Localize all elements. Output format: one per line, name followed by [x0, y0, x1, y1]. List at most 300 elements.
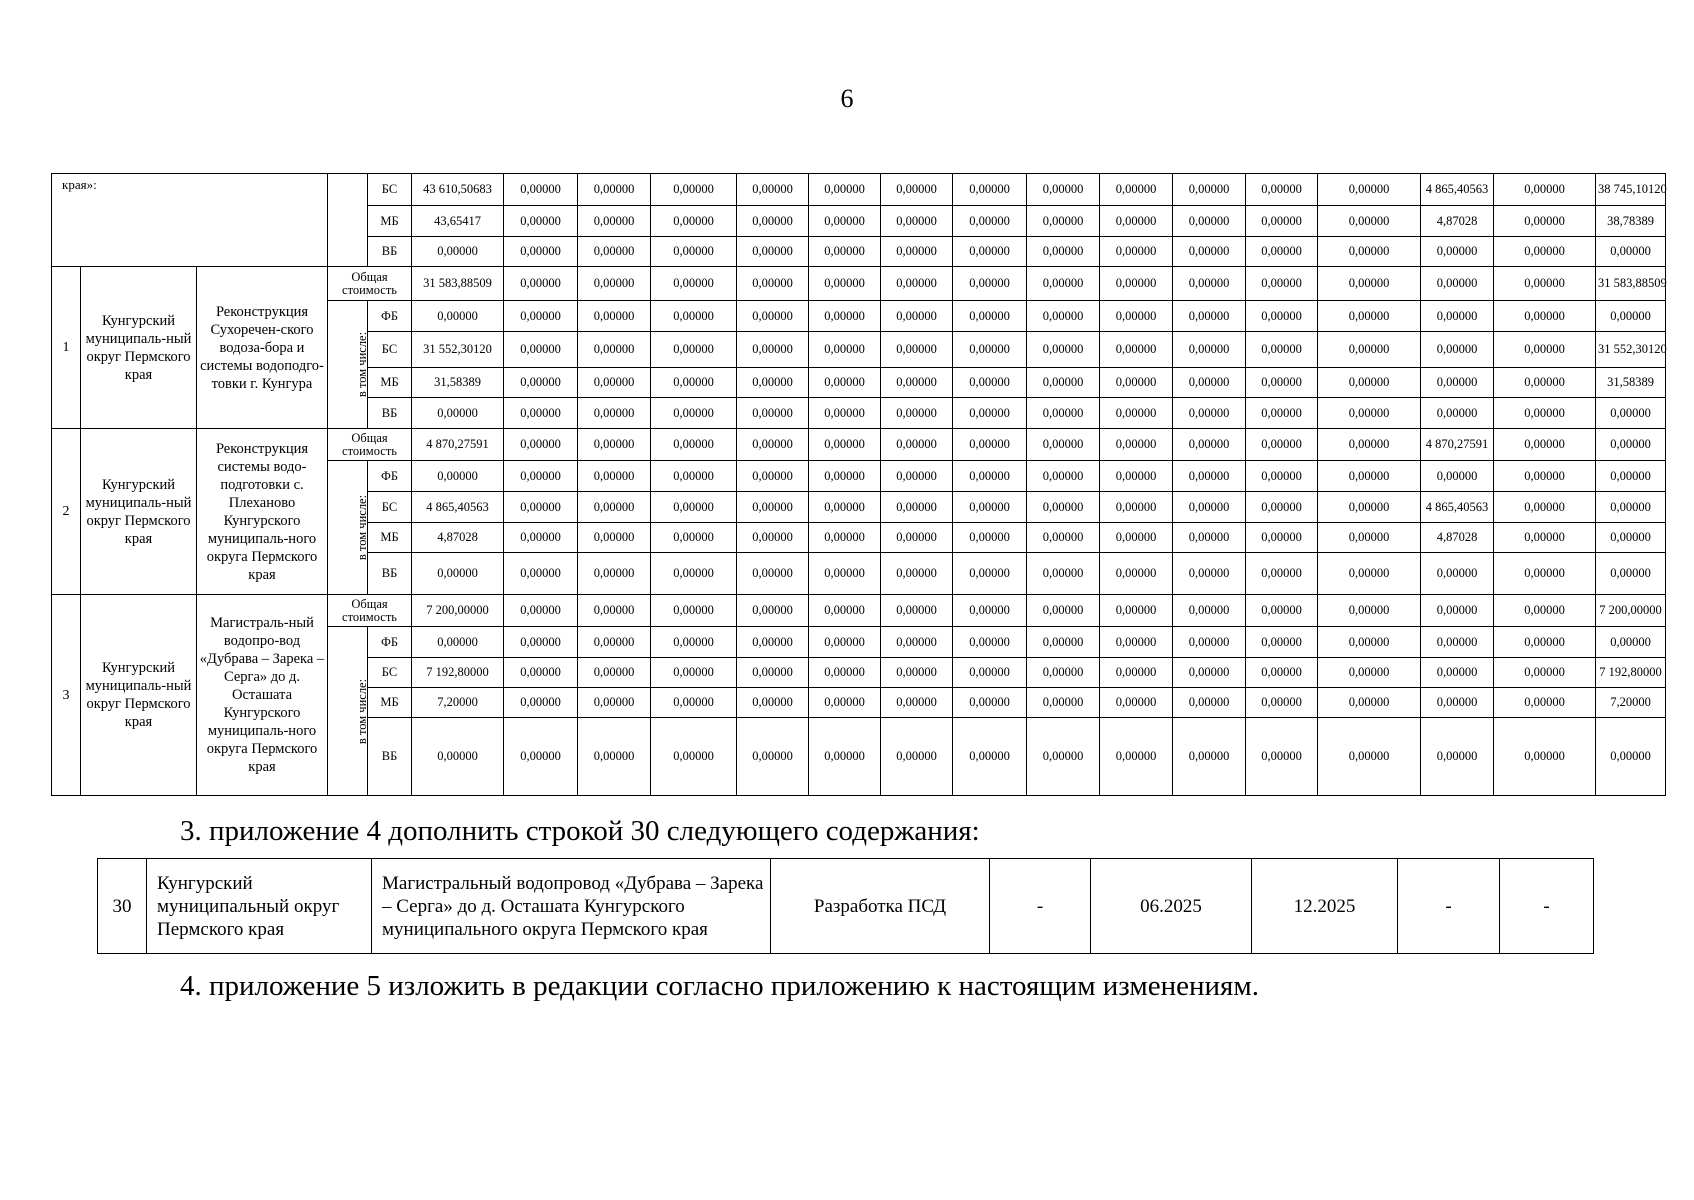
amount-cell: 0,00000 — [578, 595, 651, 627]
amount-cell: 0,00000 — [1027, 523, 1100, 553]
amount-cell: 7 192,80000 — [1596, 658, 1666, 688]
amount-cell: 0,00000 — [953, 237, 1027, 267]
amount-cell: 0,00000 — [651, 658, 737, 688]
amount-cell: 0,00000 — [651, 429, 737, 461]
amount-cell: 0,00000 — [1596, 461, 1666, 492]
amount-cell: 0,00000 — [1027, 688, 1100, 718]
amount-cell: 0,00000 — [1318, 461, 1421, 492]
amount-cell: 31,58389 — [412, 368, 504, 398]
amount-cell: 38 745,10120 — [1596, 174, 1666, 206]
amount-cell: 4 870,27591 — [412, 429, 504, 461]
dash-cell: - — [1398, 859, 1500, 954]
amount-cell: 4,87028 — [1421, 523, 1494, 553]
funding-source: ВБ — [368, 553, 412, 595]
amount-cell: 0,00000 — [504, 595, 578, 627]
amount-cell: 0,00000 — [1027, 398, 1100, 429]
amount-cell: 0,00000 — [1421, 688, 1494, 718]
amount-cell: 4 865,40563 — [412, 492, 504, 523]
amount-cell: 0,00000 — [1173, 658, 1246, 688]
funding-source: БС — [368, 492, 412, 523]
amount-cell: 0,00000 — [578, 461, 651, 492]
amount-cell: 31 583,88509 — [1596, 267, 1666, 301]
amount-cell: 0,00000 — [412, 398, 504, 429]
table-row — [98, 859, 1594, 954]
amount-cell: 0,00000 — [1100, 301, 1173, 332]
amount-cell: 0,00000 — [1494, 267, 1596, 301]
amount-cell: 0,00000 — [881, 174, 953, 206]
project-name-cell: Реконструкция Сухоречен-ского водоза-бора и системы водоподго-товки г. Кунгура — [197, 267, 328, 429]
amount-cell: 0,00000 — [737, 553, 809, 595]
amount-cell: 0,00000 — [1318, 237, 1421, 267]
amount-cell: 0,00000 — [809, 688, 881, 718]
amount-cell: 0,00000 — [504, 523, 578, 553]
amount-cell: 0,00000 — [1027, 174, 1100, 206]
amount-cell: 0,00000 — [737, 237, 809, 267]
amount-cell: 0,00000 — [1494, 368, 1596, 398]
amount-cell: 0,00000 — [809, 429, 881, 461]
amount-cell: 0,00000 — [881, 429, 953, 461]
amount-cell: 0,00000 — [881, 368, 953, 398]
amount-cell: 0,00000 — [1173, 429, 1246, 461]
including-label: в том числе: — [355, 494, 370, 561]
amount-cell: 0,00000 — [1100, 267, 1173, 301]
amount-cell: 0,00000 — [1494, 688, 1596, 718]
amount-cell: 0,00000 — [881, 627, 953, 658]
amount-cell: 0,00000 — [1421, 398, 1494, 429]
amount-cell: 0,00000 — [1100, 461, 1173, 492]
amount-cell: 0,00000 — [1173, 718, 1246, 796]
amount-cell: 0,00000 — [881, 206, 953, 237]
amount-cell: 0,00000 — [1027, 301, 1100, 332]
amount-cell: 0,00000 — [809, 658, 881, 688]
funding-source: БС — [368, 332, 412, 368]
amount-cell: 0,00000 — [412, 301, 504, 332]
amount-cell: 0,00000 — [1173, 174, 1246, 206]
amount-cell: 0,00000 — [1173, 301, 1246, 332]
amount-cell: 0,00000 — [1494, 206, 1596, 237]
amount-cell: 0,00000 — [881, 595, 953, 627]
amount-cell: 0,00000 — [1173, 368, 1246, 398]
amount-cell: 0,00000 — [1318, 595, 1421, 627]
amount-cell: 0,00000 — [1596, 627, 1666, 658]
amount-cell: 0,00000 — [737, 492, 809, 523]
funding-source: ВБ — [368, 718, 412, 796]
amount-cell: 0,00000 — [809, 368, 881, 398]
amount-cell: 0,00000 — [504, 429, 578, 461]
amount-cell: 0,00000 — [809, 206, 881, 237]
amount-cell: 0,00000 — [953, 398, 1027, 429]
amount-cell: 0,00000 — [504, 718, 578, 796]
amount-cell: 0,00000 — [881, 301, 953, 332]
amount-cell: 0,00000 — [651, 461, 737, 492]
amount-cell: 0,00000 — [809, 461, 881, 492]
amount-cell: 0,00000 — [1100, 429, 1173, 461]
amount-cell: 0,00000 — [737, 688, 809, 718]
amount-cell: 0,00000 — [1027, 461, 1100, 492]
table-row — [52, 174, 1666, 206]
amount-cell: 0,00000 — [651, 301, 737, 332]
funding-source: МБ — [368, 206, 412, 237]
amount-cell: 0,00000 — [1246, 688, 1318, 718]
amount-cell: 0,00000 — [578, 658, 651, 688]
amount-cell: 0,00000 — [504, 174, 578, 206]
amount-cell: 0,00000 — [578, 523, 651, 553]
amount-cell: 0,00000 — [651, 553, 737, 595]
amount-cell: 31 583,88509 — [412, 267, 504, 301]
amount-cell: 0,00000 — [1173, 688, 1246, 718]
amount-cell: 0,00000 — [1173, 461, 1246, 492]
amount-cell: 0,00000 — [504, 553, 578, 595]
funding-source: БС — [368, 658, 412, 688]
amount-cell: 0,00000 — [737, 461, 809, 492]
amount-cell: 0,00000 — [1100, 688, 1173, 718]
amount-cell: 0,00000 — [1494, 523, 1596, 553]
amount-cell: 0,00000 — [737, 368, 809, 398]
including-label-cell — [328, 627, 368, 796]
amount-cell: 4 870,27591 — [1421, 429, 1494, 461]
amount-cell: 0,00000 — [1318, 398, 1421, 429]
total-cost-label: Общая стоимость — [328, 429, 412, 461]
amount-cell: 0,00000 — [651, 627, 737, 658]
amount-cell: 0,00000 — [1318, 523, 1421, 553]
amount-cell: 38,78389 — [1596, 206, 1666, 237]
amount-cell: 0,00000 — [1596, 523, 1666, 553]
amount-cell: 0,00000 — [651, 332, 737, 368]
amount-cell: 0,00000 — [1421, 658, 1494, 688]
amount-cell: 31 552,30120 — [412, 332, 504, 368]
amount-cell: 0,00000 — [881, 461, 953, 492]
amount-cell: 0,00000 — [953, 174, 1027, 206]
amount-cell: 0,00000 — [1318, 174, 1421, 206]
amount-cell: 0,00000 — [737, 595, 809, 627]
amount-cell: 0,00000 — [737, 332, 809, 368]
amount-cell: 0,00000 — [1494, 553, 1596, 595]
amount-cell: 4 865,40563 — [1421, 492, 1494, 523]
amount-cell: 0,00000 — [578, 429, 651, 461]
amount-cell: 7 200,00000 — [1596, 595, 1666, 627]
amount-cell: 0,00000 — [412, 461, 504, 492]
financing-table — [51, 173, 1666, 796]
amount-cell: 7,20000 — [412, 688, 504, 718]
amount-cell: 0,00000 — [1027, 267, 1100, 301]
amount-cell: 0,00000 — [1246, 523, 1318, 553]
amount-cell: 0,00000 — [504, 267, 578, 301]
total-cost-label: Общая стоимость — [328, 595, 412, 627]
amount-cell: 0,00000 — [809, 174, 881, 206]
amount-cell: 0,00000 — [809, 301, 881, 332]
amount-cell: 0,00000 — [737, 429, 809, 461]
amount-cell: 0,00000 — [953, 206, 1027, 237]
amount-cell: 0,00000 — [1318, 492, 1421, 523]
amount-cell: 0,00000 — [1027, 553, 1100, 595]
amount-cell: 0,00000 — [1246, 174, 1318, 206]
amount-cell: 0,00000 — [578, 718, 651, 796]
amount-cell: 0,00000 — [1421, 595, 1494, 627]
amount-cell: 4,87028 — [1421, 206, 1494, 237]
amount-cell: 0,00000 — [953, 301, 1027, 332]
municipality-cell: Кунгурский муниципаль-ный округ Пермского края — [81, 267, 197, 429]
amount-cell: 31 552,30120 — [1596, 332, 1666, 368]
dash-cell: - — [1500, 859, 1594, 954]
amount-cell: 31,58389 — [1596, 368, 1666, 398]
amount-cell: 0,00000 — [578, 368, 651, 398]
amount-cell: 0,00000 — [1027, 718, 1100, 796]
amount-cell: 0,00000 — [1246, 237, 1318, 267]
amount-cell: 0,00000 — [1421, 461, 1494, 492]
amount-cell: 0,00000 — [737, 718, 809, 796]
amount-cell: 0,00000 — [737, 267, 809, 301]
amount-cell: 0,00000 — [1421, 718, 1494, 796]
amount-cell: 0,00000 — [1494, 492, 1596, 523]
amount-cell: 0,00000 — [953, 267, 1027, 301]
amount-cell: 0,00000 — [578, 688, 651, 718]
amount-cell: 0,00000 — [881, 237, 953, 267]
municipality-cell: Кунгурский муниципаль-ный округ Пермского края — [81, 595, 197, 796]
amount-cell: 0,00000 — [1494, 627, 1596, 658]
amount-cell: 0,00000 — [881, 553, 953, 595]
amount-cell: 0,00000 — [881, 267, 953, 301]
amount-cell: 0,00000 — [953, 718, 1027, 796]
including-label: в том числе: — [355, 678, 370, 744]
amount-cell: 0,00000 — [1421, 627, 1494, 658]
amount-cell: 0,00000 — [1494, 237, 1596, 267]
amount-cell: 0,00000 — [578, 267, 651, 301]
amount-cell: 0,00000 — [953, 368, 1027, 398]
funding-source: МБ — [368, 688, 412, 718]
amount-cell: 0,00000 — [809, 595, 881, 627]
amount-cell: 0,00000 — [809, 553, 881, 595]
including-label-cell — [328, 301, 368, 429]
amount-cell: 0,00000 — [651, 688, 737, 718]
amount-cell: 0,00000 — [1318, 627, 1421, 658]
municipality-cell: Кунгурский муниципаль-ный округ Пермского края — [81, 429, 197, 595]
amount-cell: 0,00000 — [953, 461, 1027, 492]
amount-cell: 0,00000 — [1318, 688, 1421, 718]
amount-cell: 0,00000 — [1173, 523, 1246, 553]
funding-source: ВБ — [368, 398, 412, 429]
project-name-cell: Реконструкция системы водо-подготовки с. Плеханово Кунгурского муниципаль-ного округа Пермского края — [197, 429, 328, 595]
amount-cell: 0,00000 — [881, 332, 953, 368]
amount-cell: 0,00000 — [1596, 718, 1666, 796]
amount-cell: 0,00000 — [953, 492, 1027, 523]
amount-cell: 0,00000 — [651, 398, 737, 429]
amount-cell: 0,00000 — [1596, 237, 1666, 267]
amount-cell: 0,00000 — [1027, 332, 1100, 368]
amount-cell: 0,00000 — [1494, 718, 1596, 796]
amount-cell: 0,00000 — [504, 206, 578, 237]
amount-cell: 0,00000 — [1027, 658, 1100, 688]
dash-cell: - — [990, 859, 1091, 954]
amount-cell: 0,00000 — [809, 398, 881, 429]
amount-cell: 0,00000 — [578, 398, 651, 429]
amount-cell: 0,00000 — [1494, 595, 1596, 627]
amount-cell: 0,00000 — [737, 174, 809, 206]
amount-cell: 0,00000 — [1100, 398, 1173, 429]
amount-cell: 0,00000 — [737, 523, 809, 553]
amount-cell: 0,00000 — [1027, 237, 1100, 267]
including-label-cell — [328, 461, 368, 595]
amount-cell: 4 865,40563 — [1421, 174, 1494, 206]
amount-cell: 0,00000 — [1246, 461, 1318, 492]
amount-cell: 0,00000 — [881, 718, 953, 796]
amount-cell: 0,00000 — [1100, 658, 1173, 688]
amount-cell: 0,00000 — [809, 267, 881, 301]
amount-cell: 0,00000 — [1100, 492, 1173, 523]
amount-cell: 0,00000 — [1421, 553, 1494, 595]
amount-cell: 0,00000 — [1100, 595, 1173, 627]
row-number: 30 — [98, 859, 147, 954]
amount-cell: 0,00000 — [504, 332, 578, 368]
amount-cell: 0,00000 — [1318, 718, 1421, 796]
amount-cell: 0,00000 — [578, 206, 651, 237]
amount-cell: 0,00000 — [1596, 398, 1666, 429]
table-row — [52, 595, 1666, 627]
amount-cell: 0,00000 — [1494, 332, 1596, 368]
continued-label: края»: — [52, 174, 328, 267]
amount-cell: 0,00000 — [578, 174, 651, 206]
amount-cell: 0,00000 — [1494, 429, 1596, 461]
amount-cell: 0,00000 — [1421, 332, 1494, 368]
funding-source: ФБ — [368, 301, 412, 332]
project-number: 3 — [52, 595, 81, 796]
section-3-heading: 3. приложение 4 дополнить строкой 30 следующего содержания: — [180, 815, 980, 847]
amount-cell: 0,00000 — [1246, 368, 1318, 398]
amount-cell: 0,00000 — [1494, 398, 1596, 429]
amount-cell: 0,00000 — [1421, 267, 1494, 301]
amount-cell: 0,00000 — [1246, 718, 1318, 796]
amount-cell: 0,00000 — [1421, 301, 1494, 332]
amount-cell: 0,00000 — [1173, 595, 1246, 627]
amount-cell: 0,00000 — [1173, 553, 1246, 595]
amount-cell: 0,00000 — [1027, 627, 1100, 658]
amount-cell: 0,00000 — [1100, 718, 1173, 796]
amount-cell: 0,00000 — [953, 595, 1027, 627]
funding-source: МБ — [368, 368, 412, 398]
amount-cell: 0,00000 — [651, 523, 737, 553]
amount-cell: 0,00000 — [1421, 368, 1494, 398]
amount-cell: 0,00000 — [1246, 429, 1318, 461]
amount-cell: 0,00000 — [578, 332, 651, 368]
start-date-cell: 06.2025 — [1091, 859, 1252, 954]
amount-cell: 0,00000 — [578, 301, 651, 332]
project-number: 2 — [52, 429, 81, 595]
amount-cell: 0,00000 — [651, 595, 737, 627]
municipality-cell: Кунгурский муниципальный округ Пермского края — [147, 859, 372, 954]
amount-cell: 0,00000 — [953, 523, 1027, 553]
amount-cell: 0,00000 — [737, 301, 809, 332]
amount-cell: 0,00000 — [737, 658, 809, 688]
amount-cell: 0,00000 — [1027, 492, 1100, 523]
amount-cell: 0,00000 — [578, 492, 651, 523]
amount-cell: 0,00000 — [1173, 627, 1246, 658]
amount-cell: 0,00000 — [1494, 461, 1596, 492]
amount-cell: 0,00000 — [1173, 492, 1246, 523]
including-label: в том числе: — [355, 331, 370, 398]
object-name-cell: Магистральный водопровод «Дубрава – Зарека – Серга» до д. Осташата Кунгурского муниципального округа Пермского края — [372, 859, 771, 954]
amount-cell: 0,00000 — [1100, 523, 1173, 553]
project-number: 1 — [52, 267, 81, 429]
amount-cell: 0,00000 — [651, 492, 737, 523]
amount-cell: 0,00000 — [504, 301, 578, 332]
table-row — [52, 267, 1666, 301]
amount-cell: 0,00000 — [1027, 368, 1100, 398]
funding-source: ФБ — [368, 627, 412, 658]
amount-cell: 0,00000 — [1173, 332, 1246, 368]
amount-cell: 0,00000 — [1318, 332, 1421, 368]
amount-cell: 0,00000 — [1318, 267, 1421, 301]
amount-cell: 0,00000 — [1318, 658, 1421, 688]
amount-cell: 0,00000 — [1100, 174, 1173, 206]
appendix-4-row-table — [97, 858, 1594, 954]
amount-cell: 0,00000 — [504, 368, 578, 398]
amount-cell: 0,00000 — [1494, 174, 1596, 206]
amount-cell: 0,00000 — [1100, 368, 1173, 398]
stage-cell: Разработка ПСД — [771, 859, 990, 954]
funding-source: БС — [368, 174, 412, 206]
amount-cell: 7 192,80000 — [412, 658, 504, 688]
amount-cell: 0,00000 — [1318, 301, 1421, 332]
amount-cell: 0,00000 — [809, 492, 881, 523]
amount-cell: 0,00000 — [1100, 553, 1173, 595]
empty-cell — [328, 174, 368, 267]
table-row — [52, 429, 1666, 461]
amount-cell: 0,00000 — [953, 429, 1027, 461]
amount-cell: 0,00000 — [953, 688, 1027, 718]
end-date-cell: 12.2025 — [1252, 859, 1398, 954]
amount-cell: 0,00000 — [881, 492, 953, 523]
amount-cell: 0,00000 — [1173, 398, 1246, 429]
amount-cell: 0,00000 — [1027, 595, 1100, 627]
amount-cell: 0,00000 — [504, 492, 578, 523]
amount-cell: 7,20000 — [1596, 688, 1666, 718]
amount-cell: 0,00000 — [1596, 553, 1666, 595]
section-4-heading: 4. приложение 5 изложить в редакции согласно приложению к настоящим изменениям. — [180, 970, 1259, 1002]
amount-cell: 0,00000 — [1246, 658, 1318, 688]
amount-cell: 0,00000 — [1173, 206, 1246, 237]
amount-cell: 0,00000 — [412, 237, 504, 267]
amount-cell: 0,00000 — [881, 523, 953, 553]
amount-cell: 0,00000 — [1246, 332, 1318, 368]
amount-cell: 4,87028 — [412, 523, 504, 553]
amount-cell: 0,00000 — [504, 398, 578, 429]
amount-cell: 0,00000 — [809, 332, 881, 368]
amount-cell: 0,00000 — [651, 267, 737, 301]
amount-cell: 0,00000 — [504, 658, 578, 688]
amount-cell: 0,00000 — [1246, 301, 1318, 332]
page-number: 6 — [840, 84, 854, 113]
amount-cell: 0,00000 — [1027, 206, 1100, 237]
amount-cell: 0,00000 — [1246, 595, 1318, 627]
amount-cell: 0,00000 — [504, 461, 578, 492]
amount-cell: 0,00000 — [1494, 301, 1596, 332]
amount-cell: 0,00000 — [1173, 237, 1246, 267]
amount-cell: 0,00000 — [1246, 206, 1318, 237]
amount-cell: 0,00000 — [1596, 301, 1666, 332]
amount-cell: 0,00000 — [578, 553, 651, 595]
amount-cell: 0,00000 — [881, 658, 953, 688]
amount-cell: 0,00000 — [651, 368, 737, 398]
amount-cell: 0,00000 — [881, 688, 953, 718]
amount-cell: 0,00000 — [1318, 206, 1421, 237]
amount-cell: 0,00000 — [953, 658, 1027, 688]
amount-cell: 0,00000 — [651, 237, 737, 267]
funding-source: МБ — [368, 523, 412, 553]
amount-cell: 0,00000 — [504, 688, 578, 718]
amount-cell: 0,00000 — [1318, 553, 1421, 595]
funding-source: ВБ — [368, 237, 412, 267]
amount-cell: 0,00000 — [1246, 267, 1318, 301]
amount-cell: 0,00000 — [737, 206, 809, 237]
